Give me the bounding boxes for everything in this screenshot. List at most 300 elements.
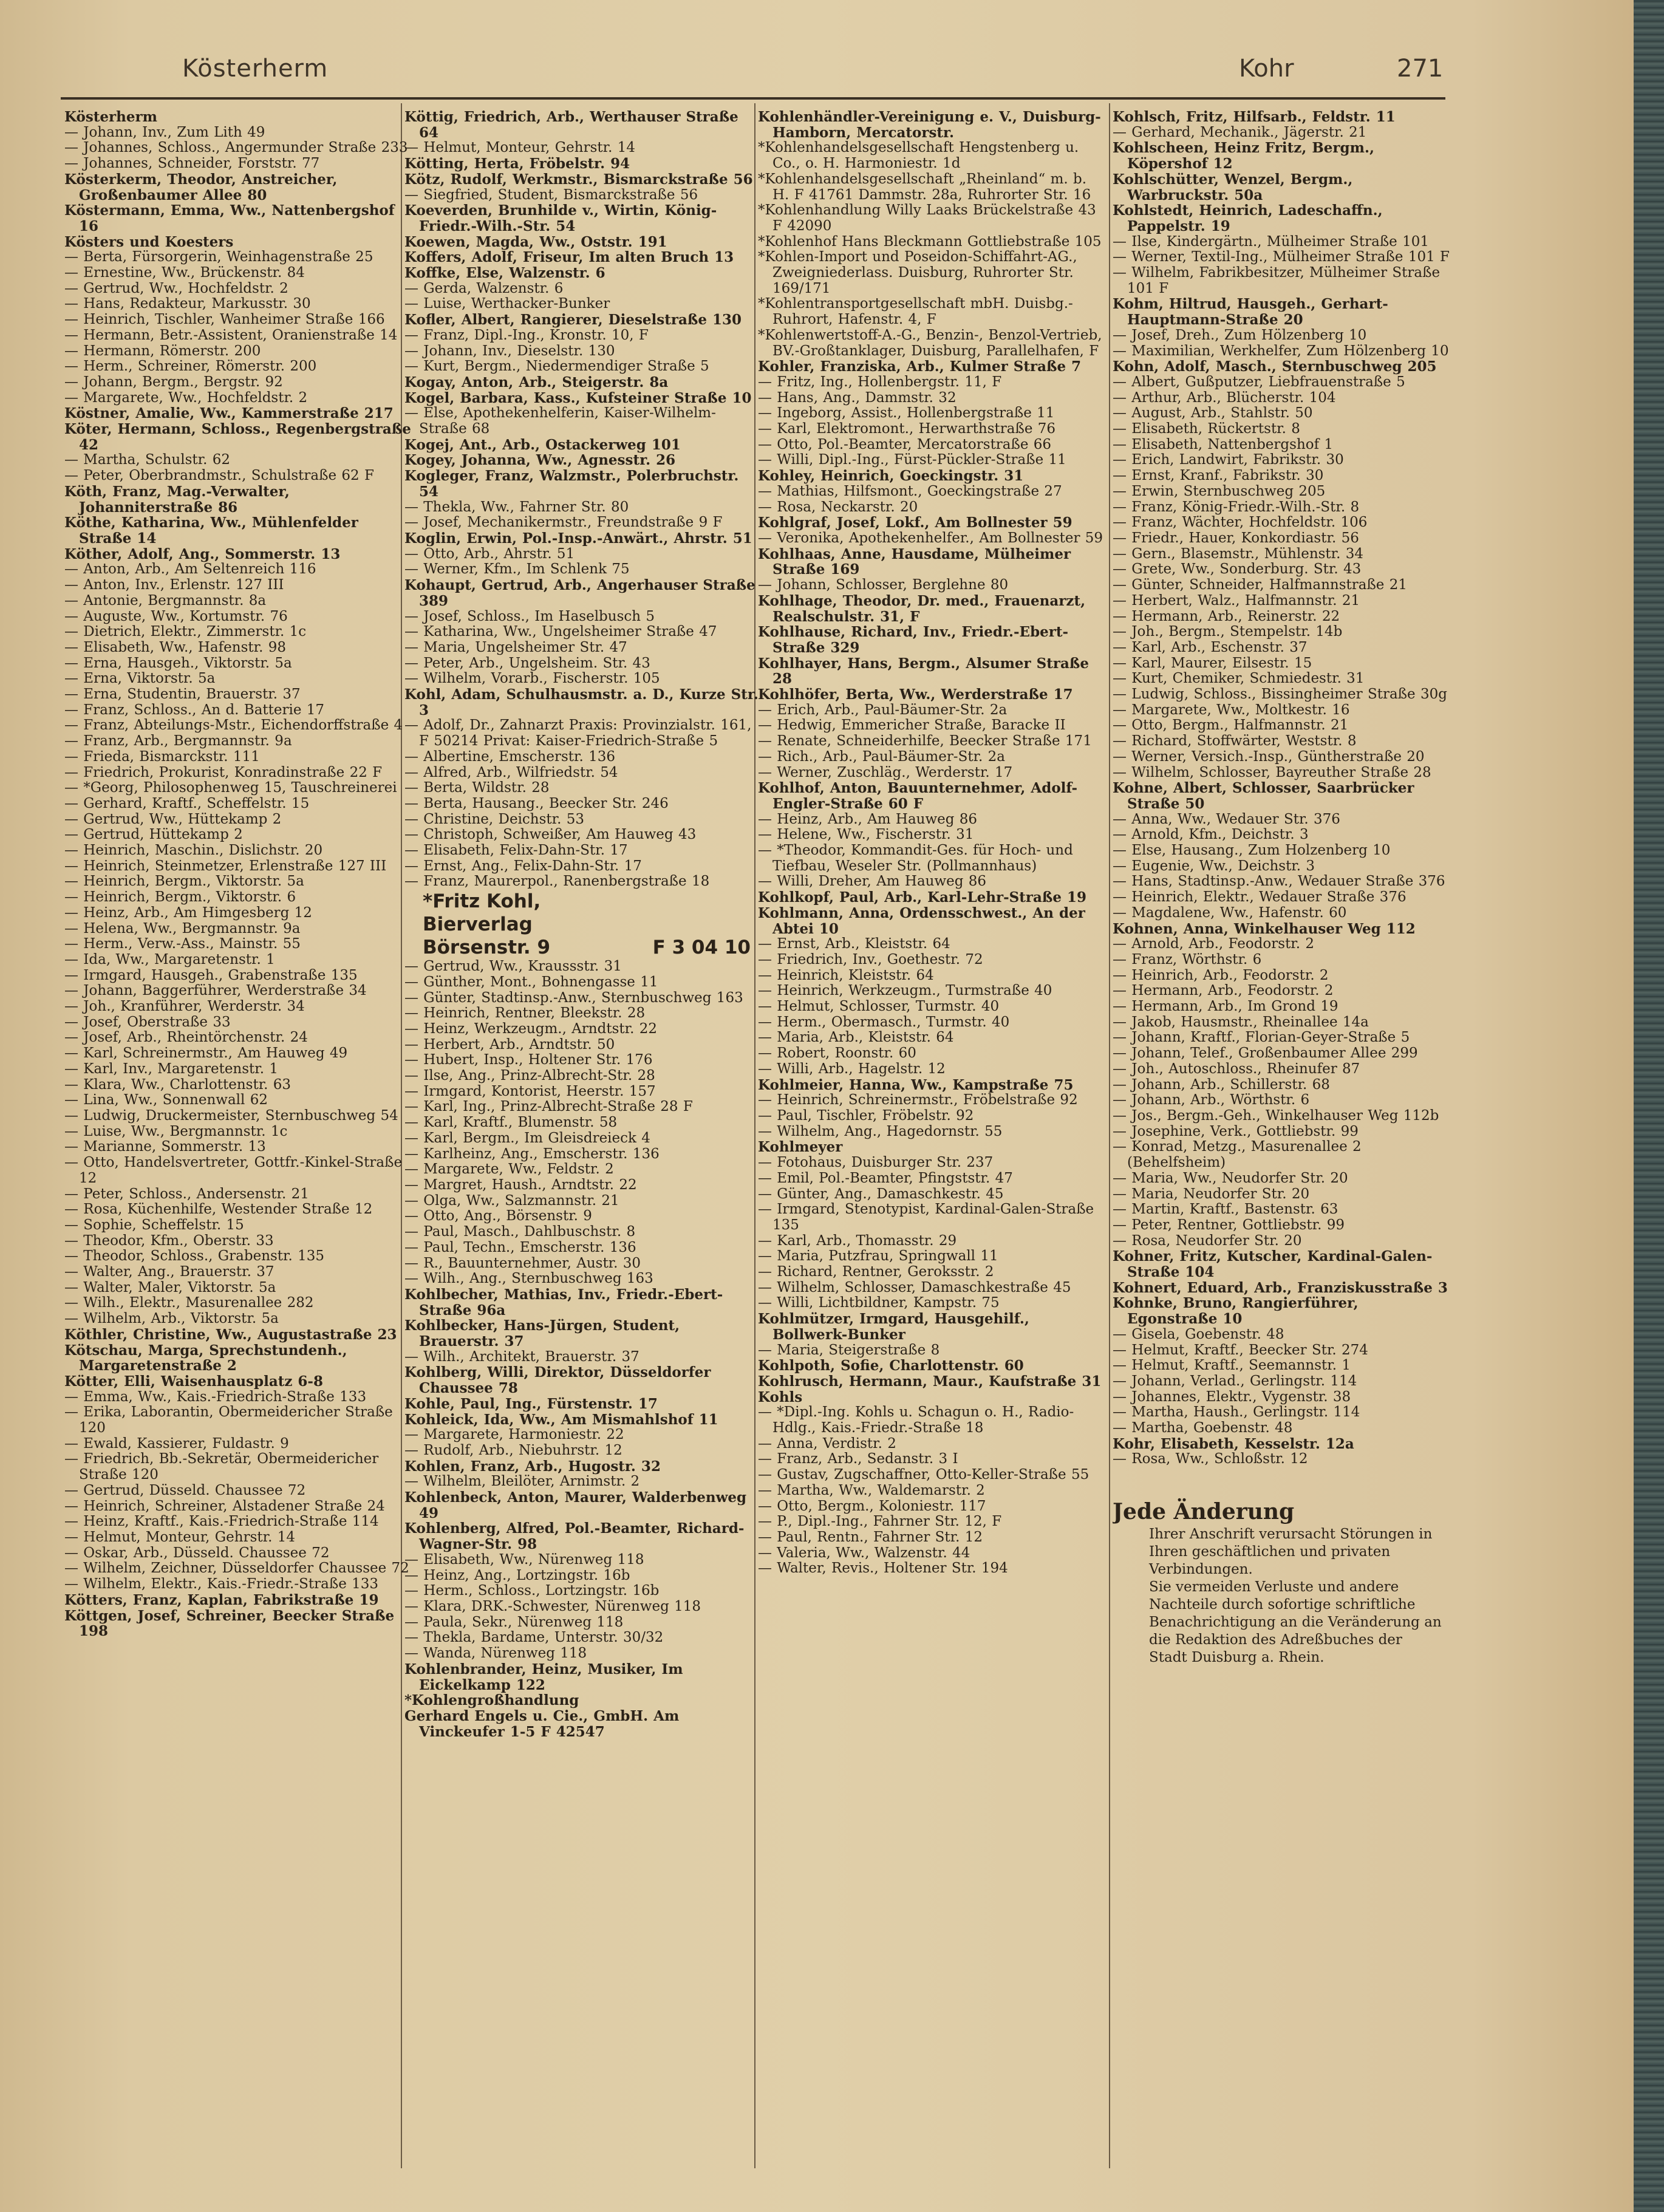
directory-entry: — Wilhelm, Schlosser, Damaschkestraße 45 <box>758 1279 1071 1295</box>
directory-entry: — Wilhelm, Elektr., Kais.-Friedr.-Straße 133 <box>64 1576 379 1592</box>
directory-entry: — Gustav, Zugschaffner, Otto-Keller-Straße 55 <box>758 1467 1089 1483</box>
directory-entry: — Hermann, Arb., Reinerstr. 22 <box>1113 608 1340 624</box>
directory-entry: — Heinrich, Schreiner, Alstadener Straße 24 <box>64 1498 385 1514</box>
directory-entry: — Hermann, Römerstr. 200 <box>64 343 261 359</box>
directory-entry: — *Theodor, Kommandit-Ges. für Hoch- und Tiefbau, Weseler Str. (Pollmannhaus) <box>758 842 1073 874</box>
directory-entry: *Kohlen-Import und Poseidon-Schiffahrt-AG., Zweigniederlass. Duisburg, Ruhrorter Str. 169/171 <box>758 249 1077 296</box>
directory-entry: — Siegfried, Student, Bismarckstraße 56 <box>404 186 698 203</box>
directory-entry: Kohlhause, Richard, Inv., Friedr.-Ebert-Straße 329 <box>758 624 1069 656</box>
directory-entry: — Otto, Arb., Ahrstr. 51 <box>404 545 575 562</box>
directory-entry: — Wilhelm, Arb., Viktorstr. 5a <box>64 1311 279 1327</box>
directory-entry: Kohl, Adam, Schulhausmstr. a. D., Kurze Str. 3 <box>404 686 759 719</box>
directory-entry: Kohlhof, Anton, Bauunternehmer, Adolf-Engler-Straße 60 F <box>758 780 1078 812</box>
directory-entry: Koffers, Adolf, Friseur, Im alten Bruch 13 <box>404 249 734 266</box>
directory-entry: — Veronika, Apothekenhelfer., Am Bollnester 59 <box>758 530 1103 546</box>
directory-entry: — Johann, Bergm., Bergstr. 92 <box>64 374 283 390</box>
directory-entry: Kohlstedt, Heinrich, Ladeschaffn., Pappelstr. 19 <box>1113 202 1383 234</box>
directory-entry: — Elisabeth, Ww., Nürenweg 118 <box>404 1551 644 1568</box>
directory-entry: — Heinz, Arb., Am Himgesberg 12 <box>64 904 312 921</box>
directory-entry: Kohlrusch, Hermann, Maur., Kaufstraße 31 <box>758 1373 1102 1390</box>
directory-entry: — Klara, DRK.-Schwester, Nürenweg 118 <box>404 1598 701 1614</box>
directory-entry: — Rosa, Küchenhilfe, Westender Straße 12 <box>64 1201 373 1218</box>
directory-entry: — Katharina, Ww., Ungelsheimer Straße 47 <box>404 624 717 640</box>
directory-entry: — Hermann, Arb., Feodorstr. 2 <box>1113 983 1334 999</box>
directory-entry: — Willi, Arb., Hagelstr. 12 <box>758 1060 946 1077</box>
directory-entry: — August, Arb., Stahlstr. 50 <box>1113 405 1313 422</box>
ad-name: *Fritz Kohl, <box>423 890 541 913</box>
column-divider <box>1109 103 1110 2168</box>
directory-entry: — Helmut, Schlosser, Turmstr. 40 <box>758 998 1000 1015</box>
directory-entry: — Heinz, Arb., Am Hauweg 86 <box>758 811 978 827</box>
directory-entry: — Franz, Wörthstr. 6 <box>1113 951 1262 968</box>
ad-phone: F 3 04 10 <box>652 937 751 959</box>
header-left-guide-word: Kösterherm <box>182 55 329 83</box>
directory-entry: Kogleger, Franz, Walzmstr., Polerbruchstr. 54 <box>404 468 739 500</box>
directory-entry: — Karl, Arb., Eschenstr. 37 <box>1113 639 1308 655</box>
directory-entry: — Karl, Inv., Margaretenstr. 1 <box>64 1060 279 1077</box>
directory-entry: — Wilhelm, Vorarb., Fischerstr. 105 <box>404 671 660 687</box>
directory-entry: — Emil, Pol.-Beamter, Pfingststr. 47 <box>758 1170 1013 1186</box>
directory-entry: — Heinrich, Werkzeugm., Turmstraße 40 <box>758 983 1052 999</box>
directory-entry: — Franz, Schloss., An d. Batterie 17 <box>64 701 325 718</box>
directory-entry: — R., Bauunternehmer, Austr. 30 <box>404 1255 641 1271</box>
directory-entry: — Ilse, Kindergärtn., Mülheimer Straße 101 <box>1113 233 1430 250</box>
directory-entry: — Ernestine, Ww., Brückenstr. 84 <box>64 265 305 281</box>
directory-entry: Kohm, Hiltrud, Hausgeh., Gerhart-Hauptmann-Straße 20 <box>1113 296 1388 329</box>
directory-entry: — Margarete, Harmoniestr. 22 <box>404 1427 624 1443</box>
directory-entry: — Arnold, Arb., Feodorstr. 2 <box>1113 936 1315 952</box>
directory-entry: Kohley, Heinrich, Goeckingstr. 31 <box>758 468 1024 485</box>
directory-entry: — Fotohaus, Duisburger Str. 237 <box>758 1155 994 1171</box>
directory-entry: — Paul, Masch., Dahlbuschstr. 8 <box>404 1224 636 1240</box>
directory-entry: — Maria, Arb., Kleiststr. 64 <box>758 1029 954 1046</box>
directory-entry: — Otto, Ang., Börsenstr. 9 <box>404 1208 592 1224</box>
directory-entry: — Franz, Abteilungs-Mstr., Eichendorffstraße 4 <box>64 717 403 734</box>
directory-entry: — Hans, Ang., Dammstr. 32 <box>758 389 956 406</box>
directory-entry: Kohlhage, Theodor, Dr. med., Frauenarzt, Realschulstr. 31, F <box>758 592 1086 625</box>
directory-entry: — Auguste, Ww., Kortumstr. 76 <box>64 608 288 624</box>
directory-entry: — Peter, Schloss., Andersenstr. 21 <box>64 1186 309 1202</box>
directory-entry: Kohlberg, Willi, Direktor, Düsseldorfer Chaussee 78 <box>404 1364 711 1397</box>
notice-title: Jede Änderung <box>1113 1499 1295 1525</box>
directory-entry: — Johann, Arb., Schillerstr. 68 <box>1113 1076 1330 1093</box>
directory-entry: — Helene, Ww., Fischerstr. 31 <box>758 827 974 843</box>
directory-entry: — Josef, Mechanikermstr., Freundstraße 9 F <box>404 514 723 531</box>
directory-entry: — Ernst, Kranf., Fabrikstr. 30 <box>1113 468 1324 484</box>
directory-entry: Kohlmeier, Hanna, Ww., Kampstraße 75 <box>758 1076 1074 1093</box>
directory-entry: — Richard, Stoffwärter, Weststr. 8 <box>1113 733 1357 749</box>
directory-entry: — Grete, Ww., Sonderburg. Str. 43 <box>1113 561 1362 578</box>
directory-entry: Kohlbecker, Hans-Jürgen, Student, Brauerstr. 37 <box>404 1317 680 1350</box>
directory-entry: *Kohlenhandelsgesellschaft Hengstenberg u. Co., o. H. Harmoniestr. 1d <box>758 140 1079 172</box>
directory-entry: — Mathias, Hilfsmont., Goeckingstraße 27 <box>758 483 1062 499</box>
directory-entry: — Else, Apothekenhelferin, Kaiser-Wilhelm-Straße 68 <box>404 405 716 437</box>
directory-entry: Kohleick, Ida, Ww., Am Mismahlshof 11 <box>404 1411 718 1428</box>
directory-entry: — Wilh., Elektr., Masurenallee 282 <box>64 1295 314 1311</box>
directory-entry: Köth, Franz, Mag.-Verwalter, Johanniterstraße 86 <box>64 483 290 516</box>
directory-entry: — Dietrich, Elektr., Zimmerstr. 1c <box>64 624 307 640</box>
directory-entry: — Berta, Hausang., Beecker Str. 246 <box>404 795 669 811</box>
directory-entry: — Johann, Inv., Zum Lith 49 <box>64 124 265 140</box>
directory-entry: — Ilse, Ang., Prinz-Albrecht-Str. 28 <box>404 1068 655 1084</box>
directory-entry: — Elisabeth, Rückertstr. 8 <box>1113 421 1300 437</box>
advertisement-fritz-kohl <box>404 890 763 959</box>
directory-entry: — Martha, Goebenstr. 48 <box>1113 1420 1293 1436</box>
directory-entry: — Irmgard, Kontorist, Heerstr. 157 <box>404 1083 656 1099</box>
directory-entry: Kogay, Anton, Arb., Steigerstr. 8a <box>404 374 669 391</box>
directory-entry: — Ingeborg, Assist., Hollenbergstraße 11 <box>758 405 1055 422</box>
directory-entry: Kohr, Elisabeth, Kesselstr. 12a <box>1113 1435 1354 1452</box>
directory-entry: *Kohlentransportgesellschaft mbH. Duisbg.-Ruhrort, Hafenstr. 4, F <box>758 296 1073 328</box>
directory-entry: — Otto, Pol.-Beamter, Mercatorstraße 66 <box>758 436 1052 452</box>
directory-entry: Kohlgraf, Josef, Lokf., Am Bollnester 59 <box>758 514 1072 531</box>
directory-entry: — Werner, Kfm., Im Schlenk 75 <box>404 561 630 578</box>
directory-entry: Kösterkerm, Theodor, Anstreicher, Großenbaumer Allee 80 <box>64 171 338 203</box>
directory-entry: — Ewald, Kassierer, Fuldastr. 9 <box>64 1435 289 1452</box>
directory-entry: — Herm., Schreiner, Römerstr. 200 <box>64 358 317 375</box>
directory-entry: — Herm., Schloss., Lortzingstr. 16b <box>404 1583 660 1599</box>
directory-entry: — Josef, Oberstraße 33 <box>64 1014 231 1030</box>
directory-entry: — Franz, Dipl.-Ing., Kronstr. 10, F <box>404 327 649 343</box>
directory-entry: — Wilhelm, Schlosser, Bayreuther Straße 28 <box>1113 764 1431 780</box>
directory-entry: Kohle, Paul, Ing., Fürstenstr. 17 <box>404 1395 658 1412</box>
directory-entry: — Joh., Autoschloss., Rheinufer 87 <box>1113 1060 1360 1077</box>
directory-entry: — Erika, Laborantin, Obermeidericher Straße 120 <box>64 1404 393 1436</box>
directory-entry: — Hans, Stadtinsp.-Anw., Wedauer Straße 376 <box>1113 873 1445 890</box>
directory-entry: — Wilh., Ang., Sternbuschweg 163 <box>404 1271 653 1287</box>
directory-entry: — Ernst, Ang., Felix-Dahn-Str. 17 <box>404 858 642 874</box>
directory-entry: — Maria, Ww., Neudorfer Str. 20 <box>1113 1170 1348 1186</box>
directory-entry: — Johannes, Elektr., Vygenstr. 38 <box>1113 1388 1351 1405</box>
directory-entry: — Maria, Steigerstraße 8 <box>758 1342 940 1358</box>
directory-entry: — Friedrich, Inv., Goethestr. 72 <box>758 951 983 968</box>
directory-entry: — Wilhelm, Fabrikbesitzer, Mülheimer Straße 101 F <box>1113 265 1441 296</box>
directory-entry: — Elisabeth, Ww., Hafenstr. 98 <box>64 639 286 655</box>
directory-entry: Koeverden, Brunhilde v., Wirtin, König-Friedr.-Wilh.-Str. 54 <box>404 202 717 234</box>
directory-entry: — Karl, Bergm., Im Gleisdreieck 4 <box>404 1130 650 1146</box>
directory-entry: — Gertrud, Düsseld. Chaussee 72 <box>64 1482 306 1498</box>
directory-entry: — Walter, Revis., Holtener Str. 194 <box>758 1560 1008 1577</box>
ad-business: Bierverlag <box>423 913 533 936</box>
directory-entry: — Irmgard, Stenotypist, Kardinal-Galen-Straße 135 <box>758 1201 1094 1233</box>
directory-entry: — Margret, Haush., Arndtstr. 22 <box>404 1177 637 1193</box>
directory-entry: — Margarete, Ww., Moltkestr. 16 <box>1113 701 1350 718</box>
directory-entry: — Elisabeth, Nattenbergshof 1 <box>1113 436 1334 452</box>
directory-entry: Kohlmützer, Irmgard, Hausgehilf., Bollwerk-Bunker <box>758 1311 1029 1343</box>
directory-entry: — Olga, Ww., Salzmannstr. 21 <box>404 1192 619 1209</box>
directory-entry: — Wilh., Architekt, Brauerstr. 37 <box>404 1348 639 1365</box>
directory-entry: — Heinrich, Maschin., Dislichstr. 20 <box>64 842 323 859</box>
directory-entry: — Robert, Roonstr. 60 <box>758 1045 916 1062</box>
directory-entry: — Karlheinz, Ang., Emscherstr. 136 <box>404 1145 660 1162</box>
directory-entry: — Gertrud, Hüttekamp 2 <box>64 827 243 843</box>
directory-entry: — Anna, Ww., Wedauer Str. 376 <box>1113 811 1340 827</box>
directory-entry: — Heinrich, Elektr., Wedauer Straße 376 <box>1113 889 1407 906</box>
directory-entry: — Friedrich, Bb.-Sekretär, Obermeidericher Straße 120 <box>64 1451 379 1483</box>
directory-entry: — Hans, Redakteur, Markusstr. 30 <box>64 296 311 312</box>
directory-entry: — Ida, Ww., Margaretenstr. 1 <box>64 951 275 968</box>
directory-entry: — Walter, Ang., Brauerstr. 37 <box>64 1264 274 1280</box>
directory-entry: — Maria, Ungelsheimer Str. 47 <box>404 639 627 655</box>
directory-entry: — Renate, Schneiderhilfe, Beecker Straße 171 <box>758 733 1092 749</box>
directory-entry: — Joh., Bergm., Stempelstr. 14b <box>1113 624 1343 640</box>
directory-entry: — Willi, Lichtbildner, Kampstr. 75 <box>758 1295 1000 1311</box>
directory-entry: — Konrad, Metzg., Masurenallee 2 (Behelfsheim) <box>1113 1139 1362 1171</box>
directory-entry: — Kurt, Chemiker, Schmiedestr. 31 <box>1113 671 1365 687</box>
directory-entry: — Alfred, Arb., Wilfriedstr. 54 <box>404 764 618 780</box>
directory-entry: Köthler, Christine, Ww., Augustastraße 23 <box>64 1326 397 1343</box>
directory-entry: — Hermann, Betr.-Assistent, Oranienstraße 14 <box>64 327 398 343</box>
directory-entry: — Heinrich, Bergm., Viktorstr. 5a <box>64 873 304 890</box>
directory-entry: — Paul, Techn., Emscherstr. 136 <box>404 1239 636 1255</box>
directory-entry: — Christine, Deichstr. 53 <box>404 811 585 827</box>
directory-entry: — Frieda, Bismarckstr. 111 <box>64 748 260 765</box>
directory-entry: Kohlsch, Fritz, Hilfsarb., Feldstr. 11 <box>1113 109 1396 125</box>
directory-entry: — Günther, Mont., Bohnengasse 11 <box>404 974 658 990</box>
directory-entry: — Jos., Bergm.-Geh., Winkelhauser Weg 112b <box>1113 1108 1439 1124</box>
directory-entry: Kohlenbrander, Heinz, Musiker, Im Eickelkamp 122 <box>404 1661 683 1693</box>
directory-entry: — Eugenie, Ww., Deichstr. 3 <box>1113 858 1315 874</box>
directory-entry: — Joh., Kranführer, Werderstr. 34 <box>64 998 305 1015</box>
directory-entry: *Kohlengroßhandlung <box>404 1692 579 1709</box>
directory-entry: — Herm., Obermasch., Turmstr. 40 <box>758 1014 1010 1030</box>
directory-entry: *Kohlenhof Hans Bleckmann Gottliebstraße 105 <box>758 233 1102 250</box>
directory-entry: — Erna, Viktorstr. 5a <box>64 671 216 687</box>
directory-entry: — Johann, Verlad., Gerlingstr. 114 <box>1113 1373 1357 1389</box>
directory-entry: — Albertine, Emscherstr. 136 <box>404 748 615 765</box>
page-number: 271 <box>1397 55 1444 83</box>
directory-entry: Kösters und Koesters <box>64 233 234 250</box>
directory-entry: — Maximilian, Werkhelfer, Zum Hölzenberg 10 <box>1113 343 1449 359</box>
directory-entry: — Anton, Arb., Am Seltenreich 116 <box>64 561 316 578</box>
directory-entry: — Josef, Dreh., Zum Hölzenberg 10 <box>1113 327 1367 343</box>
directory-entry: — Rich., Arb., Paul-Bäumer-Str. 2a <box>758 748 1006 765</box>
directory-entry: — Maria, Putzfrau, Springwall 11 <box>758 1248 998 1265</box>
directory-entry: — Karl, Kraftf., Blumenstr. 58 <box>404 1115 618 1131</box>
directory-entry: Koewen, Magda, Ww., Oststr. 191 <box>404 233 667 250</box>
directory-entry: — Martin, Kraftf., Bastenstr. 63 <box>1113 1201 1338 1218</box>
directory-entry: — Friedr., Hauer, Konkordiastr. 56 <box>1113 530 1359 546</box>
directory-entry: — Peter, Arb., Ungelsheim. Str. 43 <box>404 655 650 671</box>
directory-entry: — Else, Hausang., Zum Holzenberg 10 <box>1113 842 1391 859</box>
directory-entry: — Karl, Schreinermstr., Am Hauweg 49 <box>64 1045 348 1062</box>
directory-entry: — Herbert, Walz., Halfmannstr. 21 <box>1113 592 1360 609</box>
directory-entry: — Gern., Blasemstr., Mühlenstr. 34 <box>1113 545 1364 562</box>
directory-entry: Kötter, Elli, Waisenhausplatz 6-8 <box>64 1373 323 1390</box>
directory-entry: — *Georg, Philosophenweg 15, Tauschreinerei <box>64 780 397 796</box>
directory-entry: — Oskar, Arb., Düsseld. Chaussee 72 <box>64 1545 330 1561</box>
directory-entry: — Peter, Rentner, Gottliebstr. 99 <box>1113 1217 1345 1233</box>
directory-entry: — Erich, Landwirt, Fabrikstr. 30 <box>1113 452 1344 468</box>
header-right-guide-word: Kohr <box>1239 55 1294 83</box>
directory-entry: Kohlschütter, Wenzel, Bergm., Warbruckstr. 50a <box>1113 171 1353 203</box>
directory-entry: — Otto, Handelsvertreter, Gottfr.-Kinkel-Straße 12 <box>64 1155 403 1186</box>
directory-entry: Kohlhayer, Hans, Bergm., Alsumer Straße 28 <box>758 655 1089 688</box>
directory-entry: — Karl, Ing., Prinz-Albrecht-Straße 28 F <box>404 1099 693 1115</box>
directory-entry: — Werner, Versich.-Insp., Güntherstraße 20 <box>1113 748 1425 765</box>
directory-entry: Köttgen, Josef, Schreiner, Beecker Straße 198 <box>64 1607 395 1640</box>
directory-entry: — Franz, Arb., Bergmannstr. 9a <box>64 733 292 749</box>
change-notice <box>1113 1498 1450 1667</box>
directory-entry: — Günter, Stadtinsp.-Anw., Sternbuschweg 163 <box>404 989 743 1006</box>
directory-entry: — Gisela, Goebenstr. 48 <box>1113 1326 1284 1342</box>
directory-entry: — Wilhelm, Ang., Hagedornstr. 55 <box>758 1123 1003 1139</box>
directory-entry: Köter, Hermann, Schloss., Regenbergstraße 42 <box>64 421 411 453</box>
directory-entry: — Lina, Ww., Sonnenwall 62 <box>64 1092 268 1108</box>
directory-entry: Kohlenbeck, Anton, Maurer, Walderbenweg 49 <box>404 1489 747 1521</box>
directory-entry: Köthe, Katharina, Ww., Mühlenfelder Straße 14 <box>64 514 358 547</box>
directory-entry: Kohlhaas, Anne, Hausdame, Mülheimer Straße 169 <box>758 545 1071 578</box>
directory-entry: — Erich, Arb., Paul-Bäumer-Str. 2a <box>758 701 1008 718</box>
directory-entry: Kohnen, Anna, Winkelhauser Weg 112 <box>1113 920 1416 937</box>
directory-entry: — Magdalene, Ww., Hafenstr. 60 <box>1113 904 1347 921</box>
directory-entry: Kohlkopf, Paul, Arb., Karl-Lehr-Straße 19 <box>758 889 1087 906</box>
page-header <box>182 55 1445 97</box>
directory-entry: — Heinrich, Bergm., Viktorstr. 6 <box>64 889 296 906</box>
directory-entry: Kohn, Adolf, Masch., Sternbuschweg 205 <box>1113 358 1437 375</box>
directory-entry: — Helmut, Monteur, Gehrstr. 14 <box>64 1529 295 1545</box>
directory-entry: Kohne, Albert, Schlosser, Saarbrücker Straße 50 <box>1113 780 1414 812</box>
directory-entry: — Willi, Dreher, Am Hauweg 86 <box>758 873 987 890</box>
directory-entry: — Anna, Verdistr. 2 <box>758 1435 896 1452</box>
directory-entry: Kohner, Fritz, Kutscher, Kardinal-Galen-Straße 104 <box>1113 1248 1433 1281</box>
directory-entry: — Albert, Gußputzer, Liebfrauenstraße 5 <box>1113 374 1405 390</box>
directory-entry: — Johannes, Schloss., Angermunder Straße 233 <box>64 140 408 156</box>
directory-entry: — Antonie, Bergmannstr. 8a <box>64 592 267 609</box>
directory-entry: Kohls <box>758 1388 803 1405</box>
directory-entry: — Martha, Schulstr. 62 <box>64 452 230 468</box>
directory-entry: — Adolf, Dr., Zahnarzt Praxis: Provinzialstr. 161, F 50214 Privat: Kaiser-Friedrich-Straße 5 <box>404 717 752 749</box>
directory-entry: — Franz, Maurerpol., Ranenbergstraße 18 <box>404 873 710 890</box>
directory-entry: Kohlen, Franz, Arb., Hugostr. 32 <box>404 1458 661 1475</box>
directory-entry: — Emma, Ww., Kais.-Friedrich-Straße 133 <box>64 1388 367 1405</box>
directory-entry: — Martha, Haush., Gerlingstr. 114 <box>1113 1404 1360 1421</box>
column-3 <box>758 109 1107 2186</box>
directory-entry: — Christoph, Schweißer, Am Hauweg 43 <box>404 827 697 843</box>
directory-entry: — Heinz, Ang., Lortzingstr. 16b <box>404 1567 630 1583</box>
directory-entry: — Karl, Elektromont., Herwarthstraße 76 <box>758 421 1056 437</box>
notice-text-2: Sie vermeiden Verluste und andere Nachteile durch sofortige schriftliche Benachrichtigung an die Veränderung an die Redaktion des Adreßbuches der Stadt Duisburg a. Rhein. <box>1149 1579 1442 1666</box>
directory-entry: — Franz, Arb., Sedanstr. 3 I <box>758 1451 958 1467</box>
directory-entry: Kohlmann, Anna, Ordensschwest., An der Abtei 10 <box>758 904 1085 937</box>
directory-entry: — Günter, Schneider, Halfmannstraße 21 <box>1113 577 1408 593</box>
directory-entry: — Berta, Fürsorgerin, Weinhagenstraße 25 <box>64 249 373 265</box>
directory-entry: — Luise, Ww., Bergmannstr. 1c <box>64 1123 288 1139</box>
directory-entry: — Franz, König-Friedr.-Wilh.-Str. 8 <box>1113 499 1360 515</box>
directory-entry: — Kurt, Bergm., Niedermendiger Straße 5 <box>404 358 709 375</box>
directory-entry: Kohlhöfer, Berta, Ww., Werderstraße 17 <box>758 686 1073 703</box>
directory-entry: — Erna, Studentin, Brauerstr. 37 <box>64 686 301 703</box>
directory-entry: — Paula, Sekr., Nürenweg 118 <box>404 1614 624 1630</box>
directory-entry: — Marianne, Sommerstr. 13 <box>64 1139 266 1155</box>
directory-entry: — Valeria, Ww., Walzenstr. 44 <box>758 1545 970 1561</box>
ad-street: Börsenstr. 9 <box>423 937 551 959</box>
directory-entry: Köther, Adolf, Ang., Sommerstr. 13 <box>64 545 341 562</box>
directory-entry: — Herbert, Arb., Arndtstr. 50 <box>404 1036 615 1053</box>
directory-entry: — Hedwig, Emmericher Straße, Baracke II <box>758 717 1066 734</box>
directory-entry: — Walter, Maler, Viktorstr. 5a <box>64 1279 276 1295</box>
directory-entry: — Berta, Wildstr. 28 <box>404 780 550 796</box>
directory-entry: — Ludwig, Schloss., Bissingheimer Straße 30g <box>1113 686 1447 703</box>
directory-entry: — Luise, Werthacker-Bunker <box>404 296 610 312</box>
directory-entry: — Friedrich, Prokurist, Konradinstraße 22 F <box>64 764 383 780</box>
directory-entry: — *Dipl.-Ing. Kohls u. Schagun o. H., Radio-Hdlg., Kais.-Friedr.-Straße 18 <box>758 1404 1074 1436</box>
directory-entry: — Heinz, Kraftf., Kais.-Friedrich-Straße 114 <box>64 1514 379 1530</box>
directory-entry: Köstner, Amalie, Ww., Kammerstraße 217 <box>64 405 394 422</box>
column-1 <box>64 109 414 2186</box>
directory-entry: Kofler, Albert, Rangierer, Dieselstraße 130 <box>404 312 742 329</box>
directory-entry: — Werner, Zuschläg., Werderstr. 17 <box>758 764 1013 780</box>
directory-entry: Kötting, Herta, Fröbelstr. 94 <box>404 155 630 172</box>
directory-entry: Kohlbecher, Mathias, Inv., Friedr.-Ebert-Straße 96a <box>404 1286 723 1319</box>
directory-entry: — Hermann, Arb., Im Grond 19 <box>1113 998 1338 1015</box>
directory-entry: Kötters, Franz, Kaplan, Fabrikstraße 19 <box>64 1591 379 1608</box>
directory-entry: — Paul, Rentn., Fahrner Str. 12 <box>758 1529 983 1545</box>
directory-entry: Koffke, Else, Walzenstr. 6 <box>404 265 605 282</box>
directory-entry: — P., Dipl.-Ing., Fahrner Str. 12, F <box>758 1514 1002 1530</box>
directory-entry: — Irmgard, Hausgeh., Grabenstraße 135 <box>64 967 358 983</box>
directory-entry: — Fritz, Ing., Hollenbergstr. 11, F <box>758 374 1002 390</box>
directory-entry: Kohlenhändler-Vereinigung e. V., Duisburg-Hamborn, Mercatorstr. <box>758 109 1101 141</box>
directory-entry: — Wilhelm, Bleilöter, Arnimstr. 2 <box>404 1473 640 1490</box>
directory-entry: — Arnold, Kfm., Deichstr. 3 <box>1113 827 1309 843</box>
directory-entry: Kogey, Johanna, Ww., Agnesstr. 26 <box>404 452 676 469</box>
directory-entry: Kohlscheen, Heinz Fritz, Bergm., Köpershof 12 <box>1113 140 1374 172</box>
directory-entry: — Ludwig, Druckermeister, Sternbuschweg 54 <box>64 1108 398 1124</box>
directory-entry: — Theodor, Kfm., Oberstr. 33 <box>64 1232 274 1249</box>
directory-entry: — Heinrich, Tischler, Wanheimer Straße 166 <box>64 312 385 328</box>
directory-entry: — Margarete, Ww., Feldstr. 2 <box>404 1161 614 1178</box>
directory-entry: Kohler, Franziska, Arb., Kulmer Straße 7 <box>758 358 1082 375</box>
directory-entry: — Wilhelm, Zeichner, Düsseldorfer Chaussee 72 <box>64 1560 409 1577</box>
directory-entry: — Ernst, Arb., Kleiststr. 64 <box>758 936 950 952</box>
directory-entry: — Johann, Schlosser, Berglehne 80 <box>758 577 1009 593</box>
directory-entry: — Klara, Ww., Charlottenstr. 63 <box>64 1076 292 1093</box>
directory-entry: Kohlpoth, Sofie, Charlottenstr. 60 <box>758 1357 1024 1374</box>
directory-entry: — Richard, Rentner, Geroksstr. 2 <box>758 1264 994 1280</box>
directory-entry: — Josef, Arb., Rheintörchenstr. 24 <box>64 1029 308 1046</box>
directory-entry: — Anton, Inv., Erlenstr. 127 III <box>64 577 284 593</box>
directory-entry: — Johann, Telef., Großenbaumer Allee 299 <box>1113 1045 1418 1062</box>
directory-entry: — Gertrud, Ww., Hüttekamp 2 <box>64 811 282 827</box>
directory-entry: — Heinz, Werkzeugm., Arndtstr. 22 <box>404 1020 657 1037</box>
directory-entry: *Kohlenwertstoff-A.-G., Benzin-, Benzol-Vertrieb, BV.-Großtanklager, Duisburg, Parallelhafen, F <box>758 327 1102 359</box>
directory-entry: Kohlmeyer <box>758 1139 843 1156</box>
directory-entry: Kösterherm <box>64 109 157 125</box>
directory-entry: — Karl, Maurer, Eilsestr. 15 <box>1113 655 1312 671</box>
directory-entry: — Heinrich, Schreinermstr., Fröbelstraße 92 <box>758 1092 1078 1108</box>
directory-entry: — Johann, Inv., Dieselstr. 130 <box>404 343 615 359</box>
directory-entry: Kohaupt, Gertrud, Arb., Angerhauser Straße 389 <box>404 577 755 609</box>
directory-entry: — Heinrich, Rentner, Bleekstr. 28 <box>404 1005 646 1022</box>
directory-entry: — Rosa, Neckarstr. 20 <box>758 499 918 515</box>
directory-entry: Kötz, Rudolf, Werkmstr., Bismarckstraße 56 <box>404 171 753 188</box>
directory-entry: — Josephine, Verk., Gottliebstr. 99 <box>1113 1123 1359 1139</box>
directory-entry: *Kohlenhandlung Willy Laaks Brückelstraße 43 F 42090 <box>758 202 1096 234</box>
directory-entry: Köstermann, Emma, Ww., Nattenbergshof 16 <box>64 202 395 234</box>
book-edge <box>1634 0 1664 2212</box>
header-rule <box>61 97 1445 100</box>
directory-entry: — Helmut, Kraftf., Beecker Str. 274 <box>1113 1342 1368 1358</box>
directory-entry: Kogel, Barbara, Kass., Kufsteiner Straße 10 <box>404 389 752 406</box>
directory-entry: — Franz, Wächter, Hochfeldstr. 106 <box>1113 514 1368 531</box>
directory-entry: — Wanda, Nürenweg 118 <box>404 1645 587 1662</box>
directory-entry: — Johann, Kraftf., Florian-Geyer-Straße 5 <box>1113 1029 1410 1046</box>
directory-entry: — Sophie, Scheffelstr. 15 <box>64 1217 244 1233</box>
directory-entry: Kogej, Ant., Arb., Ostackerweg 101 <box>404 436 681 453</box>
directory-entry: — Otto, Bergm., Koloniestr. 117 <box>758 1498 986 1514</box>
directory-entry: — Werner, Textil-Ing., Mülheimer Straße 101 F <box>1113 249 1450 265</box>
